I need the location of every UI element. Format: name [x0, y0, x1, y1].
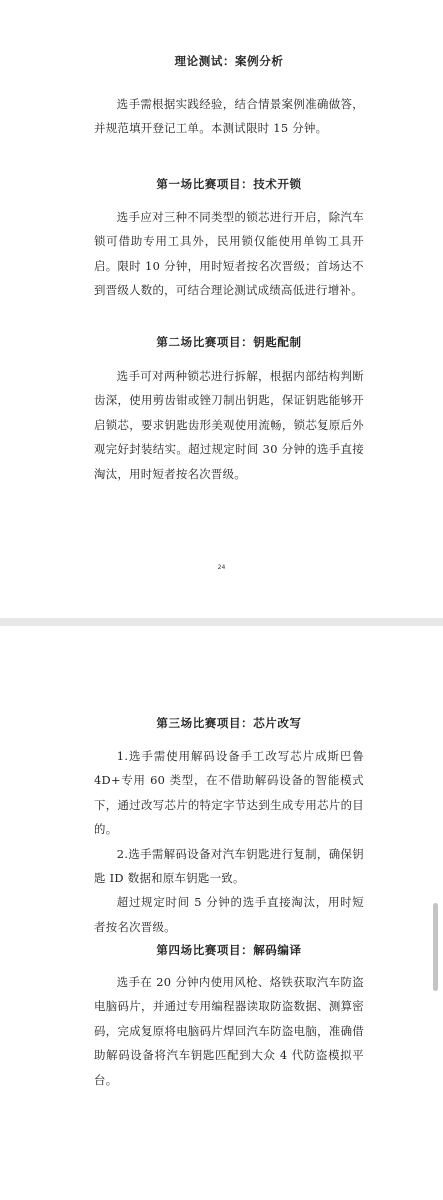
round1-title: 第一场比赛项目：技术开锁 [156, 177, 302, 191]
theory-test-text: 选手需根据实践经验，结合情景案例准确做答，并规范填开登记工单。本测试限时 15 分钟。 [94, 97, 364, 136]
round3-rule: 超过规定时间 5 分钟的选手直接淘汰，用时短者按名次晋级。 [94, 895, 364, 934]
round1-paragraph-block [94, 205, 364, 303]
round2-title: 第二场比赛项目：钥匙配制 [156, 335, 302, 349]
theory-test-title: 理论测试：案例分析 [174, 54, 284, 68]
round1-section [94, 176, 364, 192]
round3-title: 第三场比赛项目：芯片改写 [156, 716, 302, 730]
round3-item-2: 2.选手需解码设备对汽车钥匙进行复制，确保钥匙 ID 数据和原车钥匙一致。 [94, 846, 364, 886]
page-number: 24 [217, 564, 226, 571]
round4-title: 第四场比赛项目：解码编译 [156, 943, 302, 957]
theory-section [94, 53, 364, 69]
round2-text: 选手可对两种锁芯进行拆解，根据内部结构判断齿深，使用剪齿钳或锉刀制出钥匙，保证钥匙能够开启锁芯，要求钥匙齿形美观使用流畅，锁芯复原后外观完好封装结实。超过规定时间 30 分钟的选手直接淘汰，用时短者按名次晋级。 [94, 369, 364, 481]
round4-text: 选手在 20 分钟内使用风枪、烙铁获取汽车防盗电脑码片，并通过专用编程器读取防盗数据、测算密码，完成复原将电脑码片焊回汽车防盗电脑，准确借助解码设备将汽车钥匙匹配到大众 4 代防盗模拟平台。 [94, 975, 364, 1087]
theory-paragraph-block [94, 92, 364, 141]
round3-item-1: 1.选手需使用解码设备手工改写芯片成斯巴鲁 4D+专用 60 类型，在不借助解码设备的智能模式下，通过改写芯片的特定字节达到生成专用芯片的目的。 [94, 749, 364, 837]
round1-text: 选手应对三种不同类型的锁芯进行开启，除汽车锁可借助专用工具外，民用锁仅能使用单钩工具开启。限时 10 分钟，用时短者按名次晋级；首场达不到晋级人数的，可结合理论测试成绩高低进行增补。 [94, 210, 364, 298]
round3-section [94, 715, 364, 731]
document-page-25 [0, 626, 443, 1200]
scrollbar-thumb[interactable] [433, 903, 438, 991]
round2-paragraph-block [94, 364, 364, 486]
round3-paragraph-block [94, 744, 364, 939]
round2-section [94, 334, 364, 350]
round4-section [94, 942, 364, 958]
round4-paragraph-block [94, 970, 364, 1092]
